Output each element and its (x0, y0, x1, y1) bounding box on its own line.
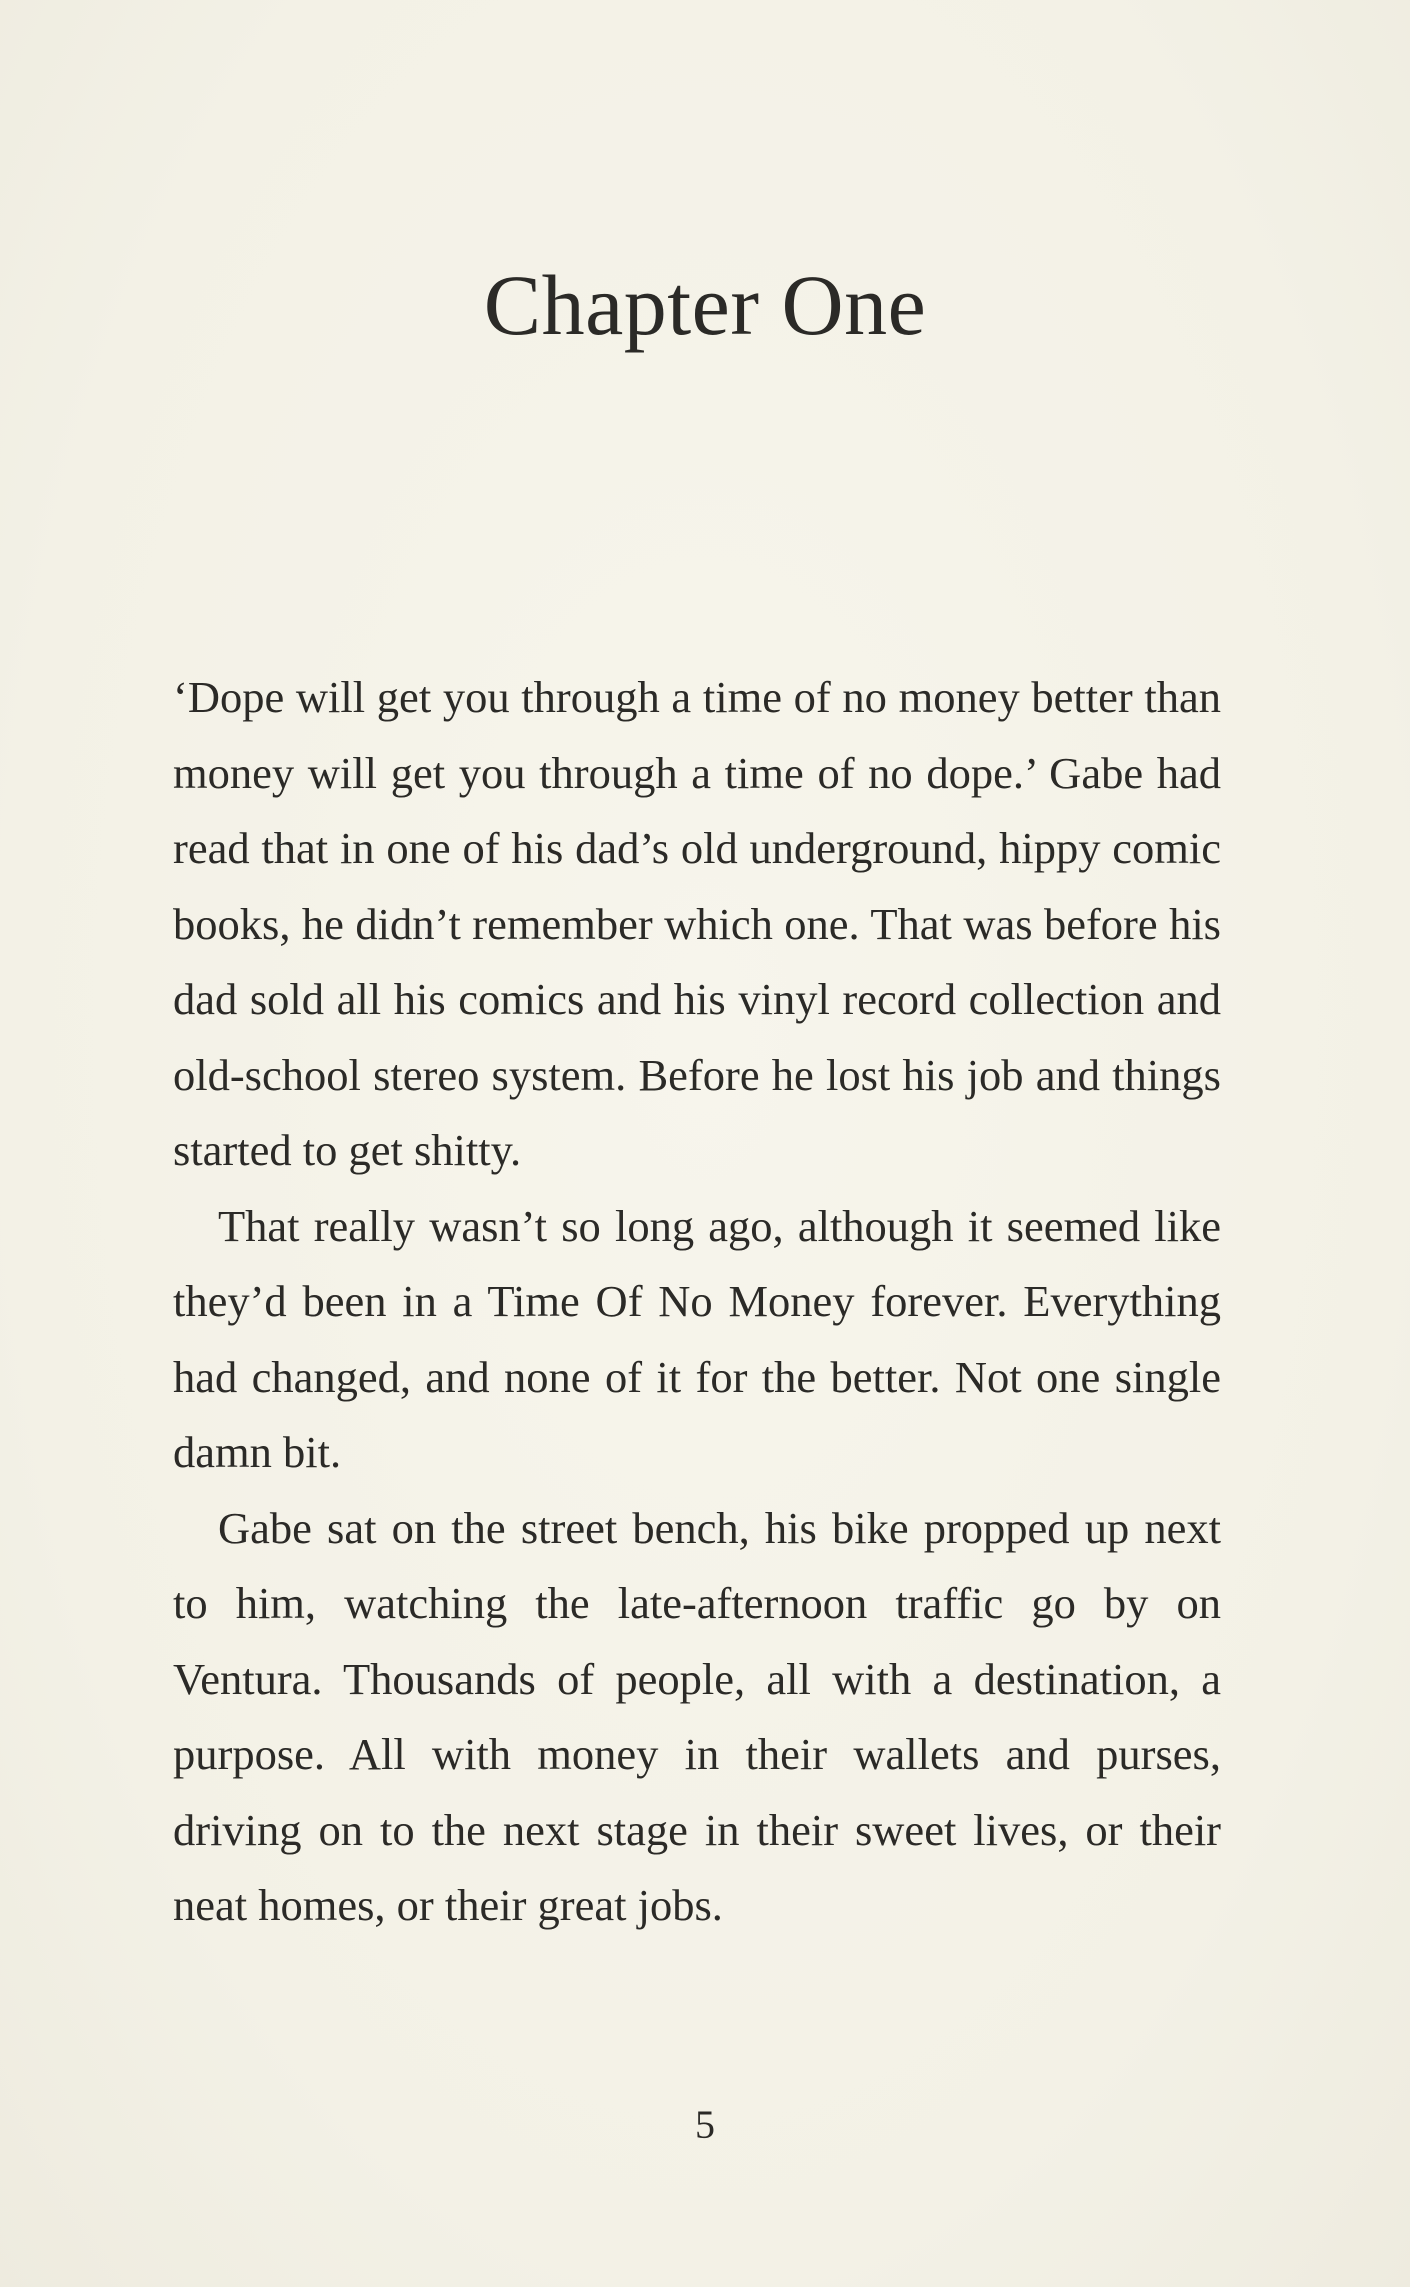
paragraph-2: That really wasn’t so long ago, although it seemed like they’d been in a Time Of No Money forever. Everything had changed, and none of it for the better. Not one single damn bit. (173, 1200, 1221, 1477)
paragraph-3: Gabe sat on the street bench, his bike propped up next to him, watching the late-afternoon traffic go by on Ventura. Thousands of people, all with a destination, a purpose. All with money in their wallets and purses, driving on to the next stage in their sweet lives, or their neat homes, or their great jobs. (173, 1502, 1221, 1930)
body-text (173, 660, 1221, 1944)
paragraph-1: ‘Dope will get you through a time of no money better than money will get you through a time of no dope.’ Gabe had read that in one of his dad’s old underground, hippy comic books, he didn’t remember which one. That was before his dad sold all his comics and his vinyl record collection and old-school stereo system. Before he lost his job and things started to get shitty. (173, 672, 1221, 1175)
page-number: 5 (695, 2102, 715, 2147)
chapter-title: Chapter One (483, 257, 927, 353)
